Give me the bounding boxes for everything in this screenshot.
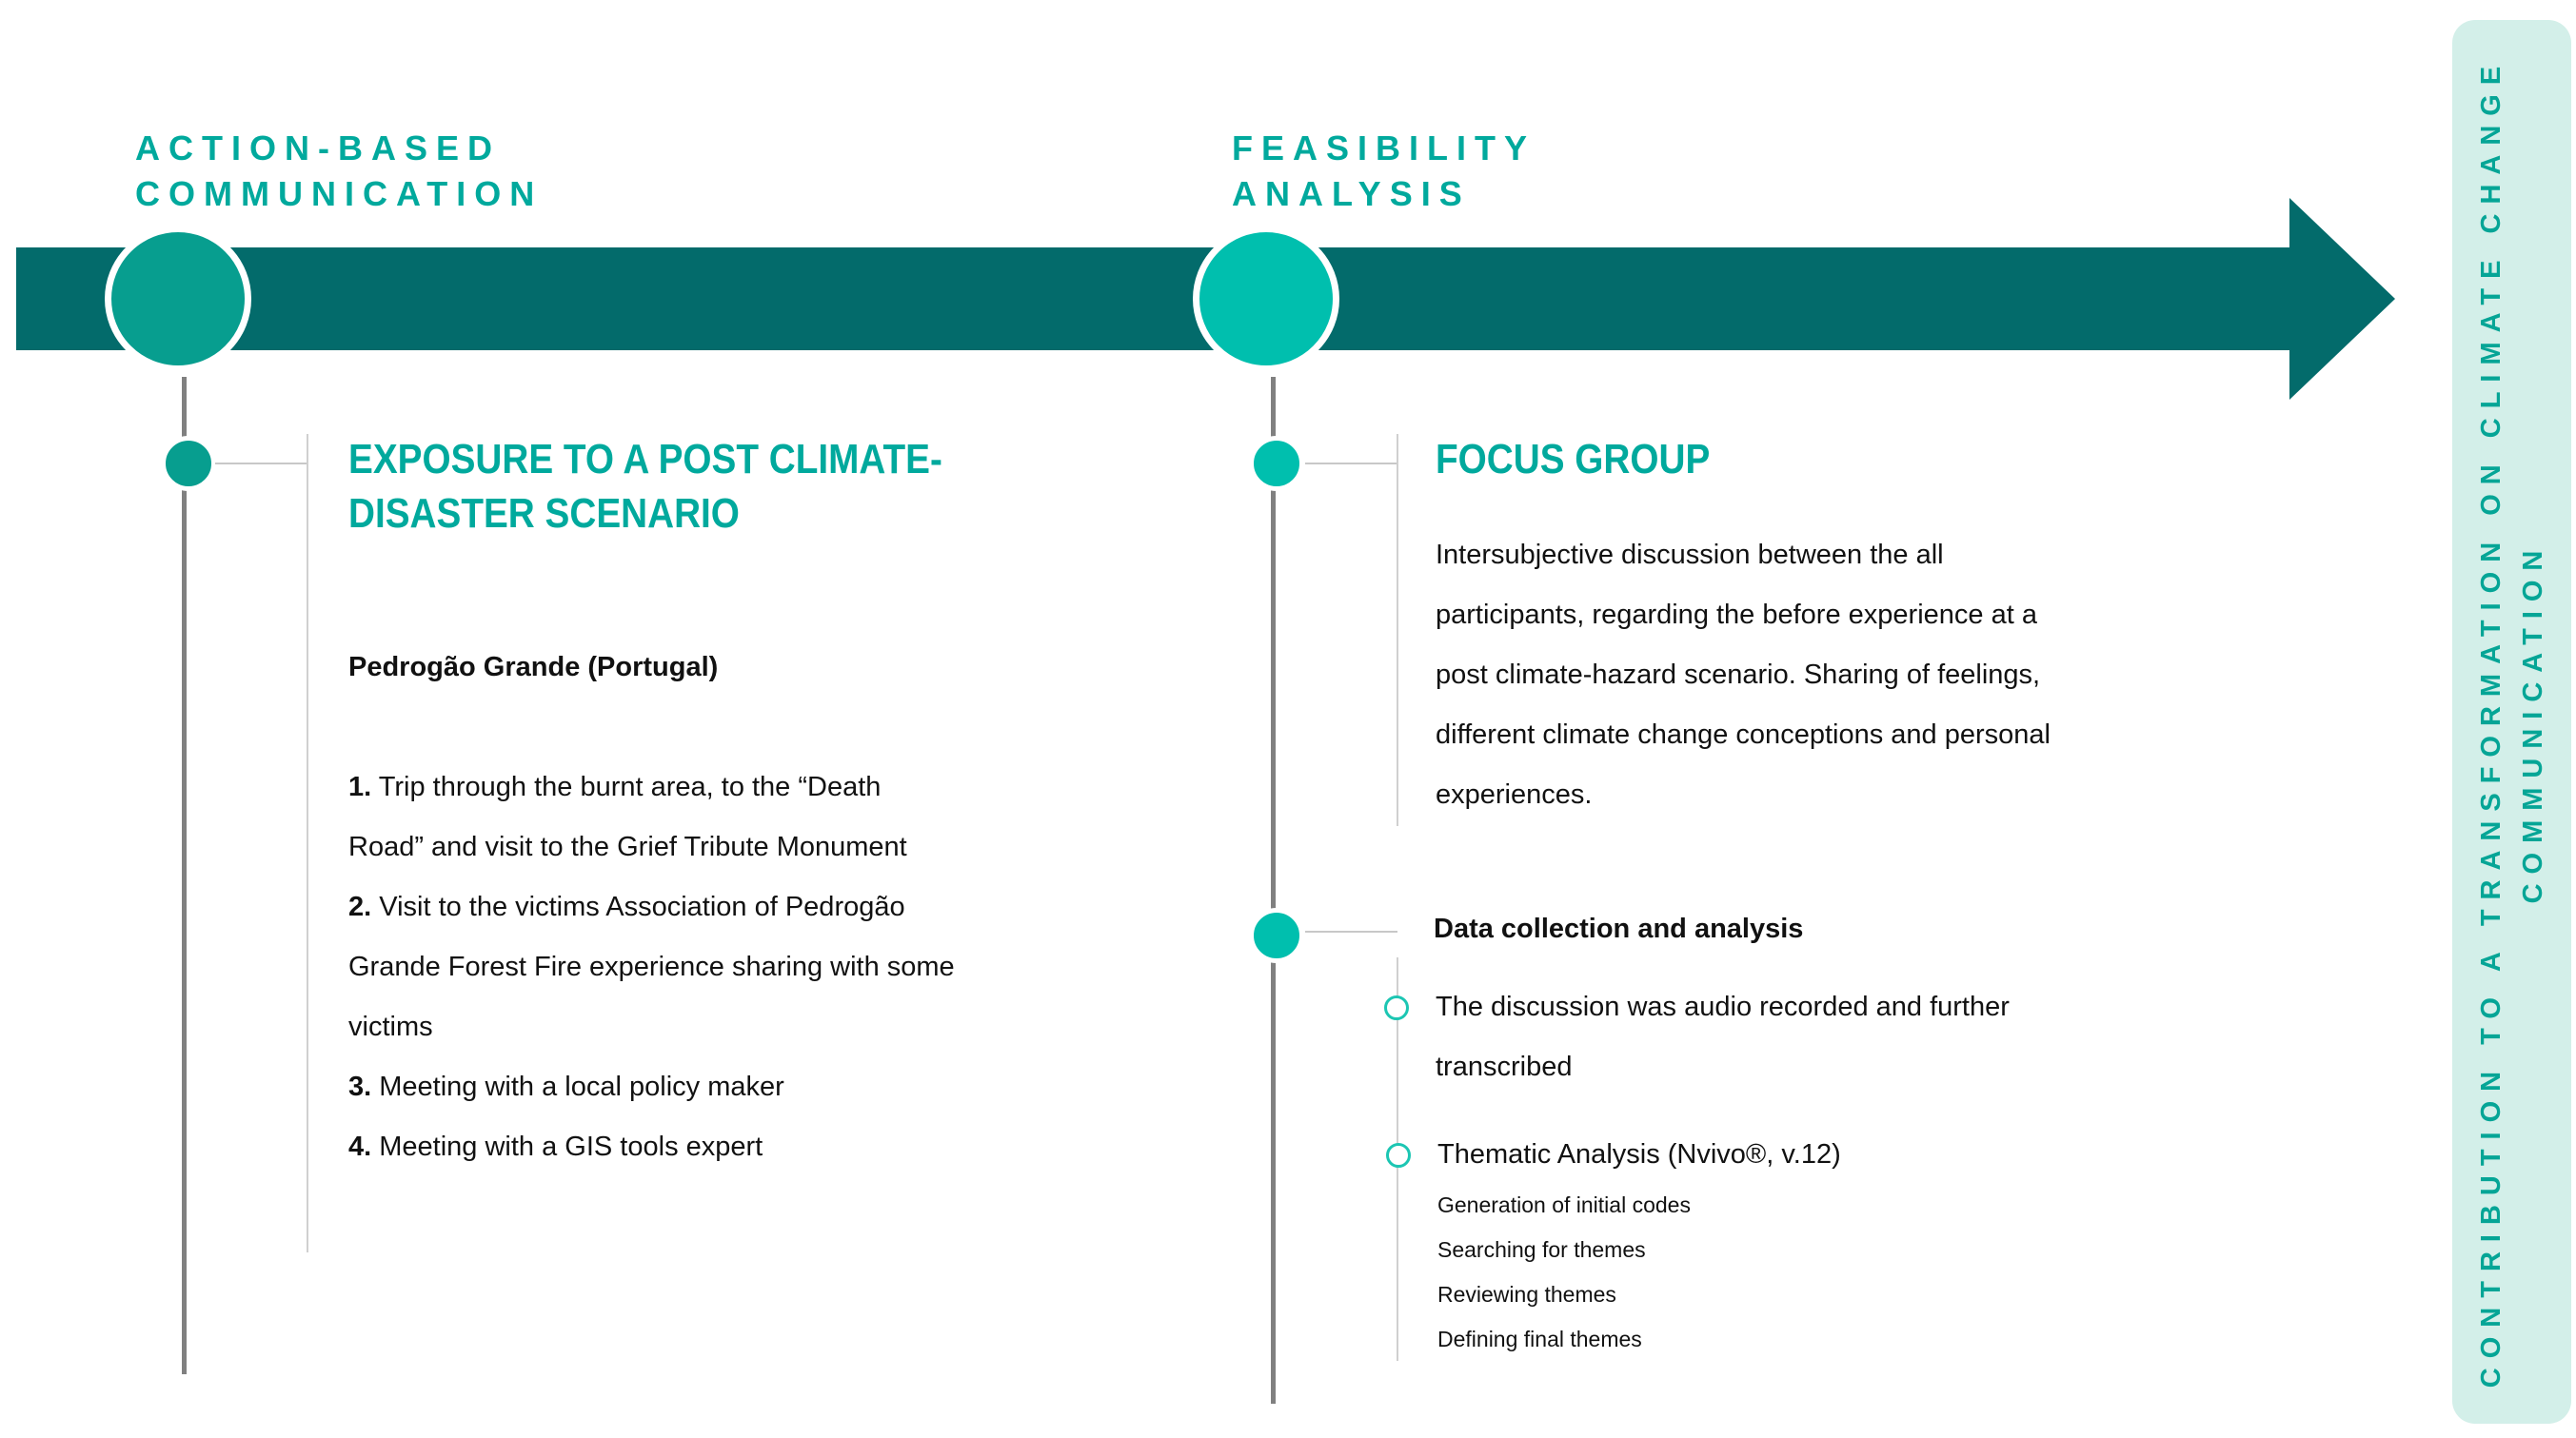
list-item-cont: Road” and visit to the Grief Tribute Monument [348, 832, 907, 862]
step-dot-data-collection [1249, 908, 1304, 963]
list-item: 1. Trip through the burnt area, to the “Death [348, 772, 882, 802]
step-dot-focus-group [1249, 436, 1304, 491]
sub-item: Searching for themes [1437, 1237, 1646, 1262]
outcome-line-1: CONTRIBUTION TO A TRANSFORMATION ON CLIMATE CHANGE [2475, 56, 2507, 1388]
bullet-line: transcribed [1436, 1052, 1573, 1082]
sub-item: Reviewing themes [1437, 1282, 1616, 1307]
paragraph-line: participants, regarding the before experience at a [1436, 600, 2037, 630]
sub-item: Generation of initial codes [1437, 1192, 1691, 1217]
timeline-branch-right [1271, 377, 1276, 1404]
paragraph-line: experiences. [1436, 779, 1593, 810]
paragraph-line: different climate change conceptions and personal [1436, 719, 2051, 750]
timeline-arrowhead [2289, 198, 2395, 400]
paragraph-line: post climate-hazard scenario. Sharing of feelings, [1436, 660, 2041, 690]
section-divider [307, 434, 308, 1252]
bullet-circle-icon [1386, 1143, 1411, 1168]
list-item: 3. Meeting with a local policy maker [348, 1072, 784, 1102]
list-item-cont: victims [348, 1012, 433, 1042]
paragraph-line: Intersubjective discussion between the all [1436, 540, 1944, 570]
data-collection-heading: Data collection and analysis [1434, 914, 1804, 944]
location-label: Pedrogão Grande (Portugal) [348, 652, 719, 682]
bullet-line: The discussion was audio recorded and further [1436, 992, 2010, 1022]
bullet-audio-recorded [1436, 977, 2010, 1097]
connector [215, 463, 307, 464]
thematic-steps [1437, 1183, 1691, 1362]
connector [1305, 463, 1397, 464]
outcome-label [2470, 56, 2554, 1387]
list-item-cont: Grande Forest Fire experience sharing with some [348, 952, 955, 982]
stage-title-feasibility: FEASIBILITY ANALYSIS [1232, 128, 1536, 213]
connector [1305, 931, 1397, 933]
list-item: 4. Meeting with a GIS tools expert [348, 1132, 763, 1162]
exposure-heading: EXPOSURE TO A POST CLIMATE- DISASTER SCENARIO [348, 436, 942, 537]
bullet-circle-icon [1384, 995, 1409, 1020]
stage-node-1 [105, 226, 251, 372]
stage-title-action-based: ACTION-BASED COMMUNICATION [135, 128, 544, 213]
sub-item: Defining final themes [1437, 1327, 1642, 1351]
focus-group-description [1436, 525, 2197, 825]
timeline-bar [16, 247, 2301, 350]
activity-list [348, 758, 1110, 1177]
step-dot-exposure [161, 436, 216, 491]
stage-node-2 [1193, 226, 1339, 372]
section-divider [1397, 434, 1398, 826]
timeline-branch-left [182, 377, 187, 1374]
list-item: 2. Visit to the victims Association of Pedrogão [348, 892, 905, 922]
outcome-line-2: COMMUNICATION [2517, 541, 2548, 903]
bullet-thematic-analysis: Thematic Analysis (Nvivo®, v.12) [1437, 1139, 1841, 1170]
outcome-side-panel [2452, 20, 2571, 1424]
focus-group-heading: FOCUS GROUP [1436, 436, 1711, 483]
